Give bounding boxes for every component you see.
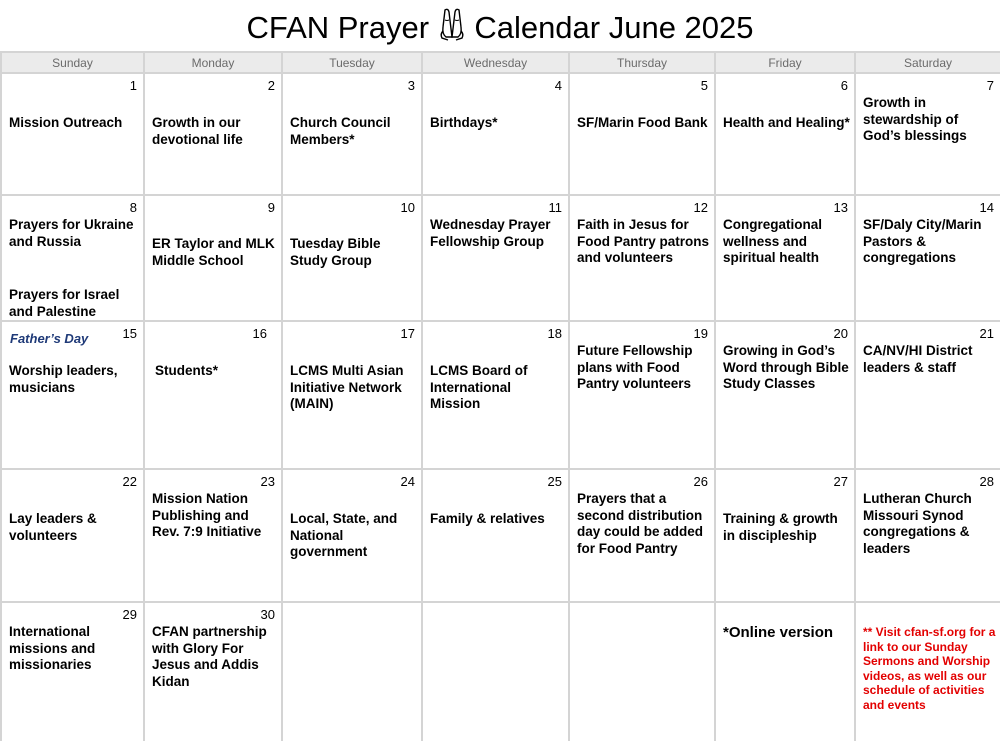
prayer-topic: Prayers that a second distribution day could be added for Food Pantry	[577, 491, 704, 556]
day-cell	[569, 195, 715, 321]
week-row	[1, 602, 1000, 741]
day-cell	[282, 321, 422, 469]
praying-hands-icon	[440, 7, 464, 53]
day-number: 12	[693, 200, 708, 215]
day-number: 1	[129, 78, 137, 93]
day-number: 14	[979, 200, 994, 215]
day-cell	[855, 73, 1000, 195]
prayer-topic: Health and Healing*	[723, 115, 850, 130]
day-cell	[569, 469, 715, 602]
prayer-topic: Future Fellowship plans with Food Pantry volunteers	[577, 343, 693, 391]
day-number: 24	[400, 474, 415, 489]
weekday-header: Saturday	[855, 52, 1000, 73]
day-number: 8	[129, 200, 137, 215]
day-number: 27	[833, 474, 848, 489]
prayer-topic: Family & relatives	[430, 511, 545, 526]
prayer-topic: Mission Nation Publishing and Rev. 7:9 Initiative	[152, 491, 262, 539]
prayer-topic: LCMS Multi Asian Initiative Network (MAIN)	[290, 363, 404, 411]
prayer-topic: Students*	[155, 363, 219, 378]
prayer-topic: International missions and missionaries	[9, 624, 96, 672]
prayer-topic: Growth in our devotional life	[152, 115, 243, 147]
prayer-topic: CA/NV/HI District leaders & staff	[863, 343, 973, 375]
day-cell	[422, 73, 569, 195]
week-row	[1, 73, 1000, 195]
day-cell	[422, 321, 569, 469]
day-number: 30	[260, 607, 275, 622]
prayer-topic: Lay leaders & volunteers	[9, 511, 97, 543]
prayer-topic: SF/Daly City/Marin Pastors & congregations	[863, 217, 982, 265]
prayer-topic: Church Council Members*	[290, 115, 391, 147]
day-number: 26	[693, 474, 708, 489]
day-number: 6	[840, 78, 848, 93]
weekday-header: Monday	[144, 52, 282, 73]
prayer-topic: Birthdays*	[430, 115, 498, 130]
prayer-topic: Growth in stewardship of God’s blessings	[863, 95, 967, 143]
day-number: 4	[554, 78, 562, 93]
weekday-header: Wednesday	[422, 52, 569, 73]
day-cell	[569, 321, 715, 469]
day-cell	[144, 602, 282, 741]
day-cell	[715, 195, 855, 321]
weekday-header: Sunday	[1, 52, 144, 73]
prayer-topic: LCMS Board of International Mission	[430, 363, 528, 411]
day-cell	[1, 321, 144, 469]
day-number: 29	[122, 607, 137, 622]
prayer-topic: Worship leaders, musicians	[9, 363, 118, 395]
day-number: 2	[267, 78, 275, 93]
day-number: 20	[833, 326, 848, 341]
calendar-title	[0, 6, 1000, 50]
day-cell	[282, 602, 422, 741]
day-number: 23	[260, 474, 275, 489]
day-number: 21	[979, 326, 994, 341]
week-row	[1, 195, 1000, 321]
day-number: 7	[986, 78, 994, 93]
prayer-topic: Training & growth in discipleship	[723, 511, 838, 543]
day-cell	[1, 73, 144, 195]
day-cell	[144, 321, 282, 469]
day-number: 18	[547, 326, 562, 341]
day-number: 15	[122, 326, 137, 341]
day-cell	[855, 602, 1000, 741]
day-cell	[422, 602, 569, 741]
day-cell	[715, 602, 855, 741]
day-cell	[282, 73, 422, 195]
calendar-grid	[0, 51, 1000, 741]
prayer-topic: CFAN partnership with Glory For Jesus and Addis Kidan	[152, 624, 267, 689]
title-text-end: Calendar June 2025	[474, 10, 754, 45]
day-cell	[282, 195, 422, 321]
day-number: 17	[400, 326, 415, 341]
weekday-header: Tuesday	[282, 52, 422, 73]
weekday-header-row	[1, 52, 1000, 73]
day-cell	[144, 195, 282, 321]
day-number: 25	[547, 474, 562, 489]
day-cell	[569, 73, 715, 195]
day-number: 16	[252, 326, 267, 341]
day-cell	[855, 195, 1000, 321]
day-cell	[855, 321, 1000, 469]
prayer-topic: Lutheran Church Missouri Synod congregations & leaders	[863, 491, 972, 556]
day-cell	[144, 469, 282, 602]
prayer-topic: ER Taylor and MLK Middle School	[152, 236, 275, 268]
day-number: 28	[979, 474, 994, 489]
week-row	[1, 321, 1000, 469]
day-number: 9	[267, 200, 275, 215]
prayer-topic: Wednesday Prayer Fellowship Group	[430, 217, 551, 249]
website-footnote: ** Visit cfan-sf.org for a link to our Sunday Sermons and Worship videos, as well as our schedule of activities and events	[863, 625, 996, 712]
day-cell	[1, 469, 144, 602]
title-text-start: CFAN Prayer	[246, 10, 430, 45]
online-version-note: *Online version	[723, 624, 834, 641]
day-cell	[715, 73, 855, 195]
weekday-header: Friday	[715, 52, 855, 73]
day-cell	[1, 195, 144, 321]
day-cell	[1, 602, 144, 741]
day-number: 22	[122, 474, 137, 489]
prayer-topic: SF/Marin Food Bank	[577, 115, 708, 130]
prayer-topic: Mission Outreach	[9, 115, 123, 130]
fathers-day-note: Father’s Day	[10, 331, 89, 346]
day-cell	[144, 73, 282, 195]
day-cell	[422, 469, 569, 602]
prayer-topic: Faith in Jesus for Food Pantry patrons and volunteers	[577, 217, 710, 265]
day-cell	[569, 602, 715, 741]
prayer-topic: Growing in God’s Word through Bible Study Classes	[723, 343, 849, 391]
day-cell	[715, 469, 855, 602]
prayer-topic: Local, State, and National government	[290, 511, 398, 559]
day-number: 19	[693, 326, 708, 341]
day-cell	[422, 195, 569, 321]
prayer-topic: Tuesday Bible Study Group	[290, 236, 381, 268]
day-number: 10	[400, 200, 415, 215]
prayer-topic: Congregational wellness and spiritual health	[723, 217, 823, 265]
day-number: 5	[700, 78, 708, 93]
day-cell	[715, 321, 855, 469]
day-cell	[282, 469, 422, 602]
prayer-topic: Prayers for Ukraine and Russia	[9, 217, 134, 249]
day-number: 3	[407, 78, 415, 93]
day-number: 13	[833, 200, 848, 215]
day-cell	[855, 469, 1000, 602]
day-number: 11	[548, 200, 562, 215]
prayer-topic: Prayers for Israel and Palestine	[9, 287, 120, 319]
week-row	[1, 469, 1000, 602]
weekday-header: Thursday	[569, 52, 715, 73]
